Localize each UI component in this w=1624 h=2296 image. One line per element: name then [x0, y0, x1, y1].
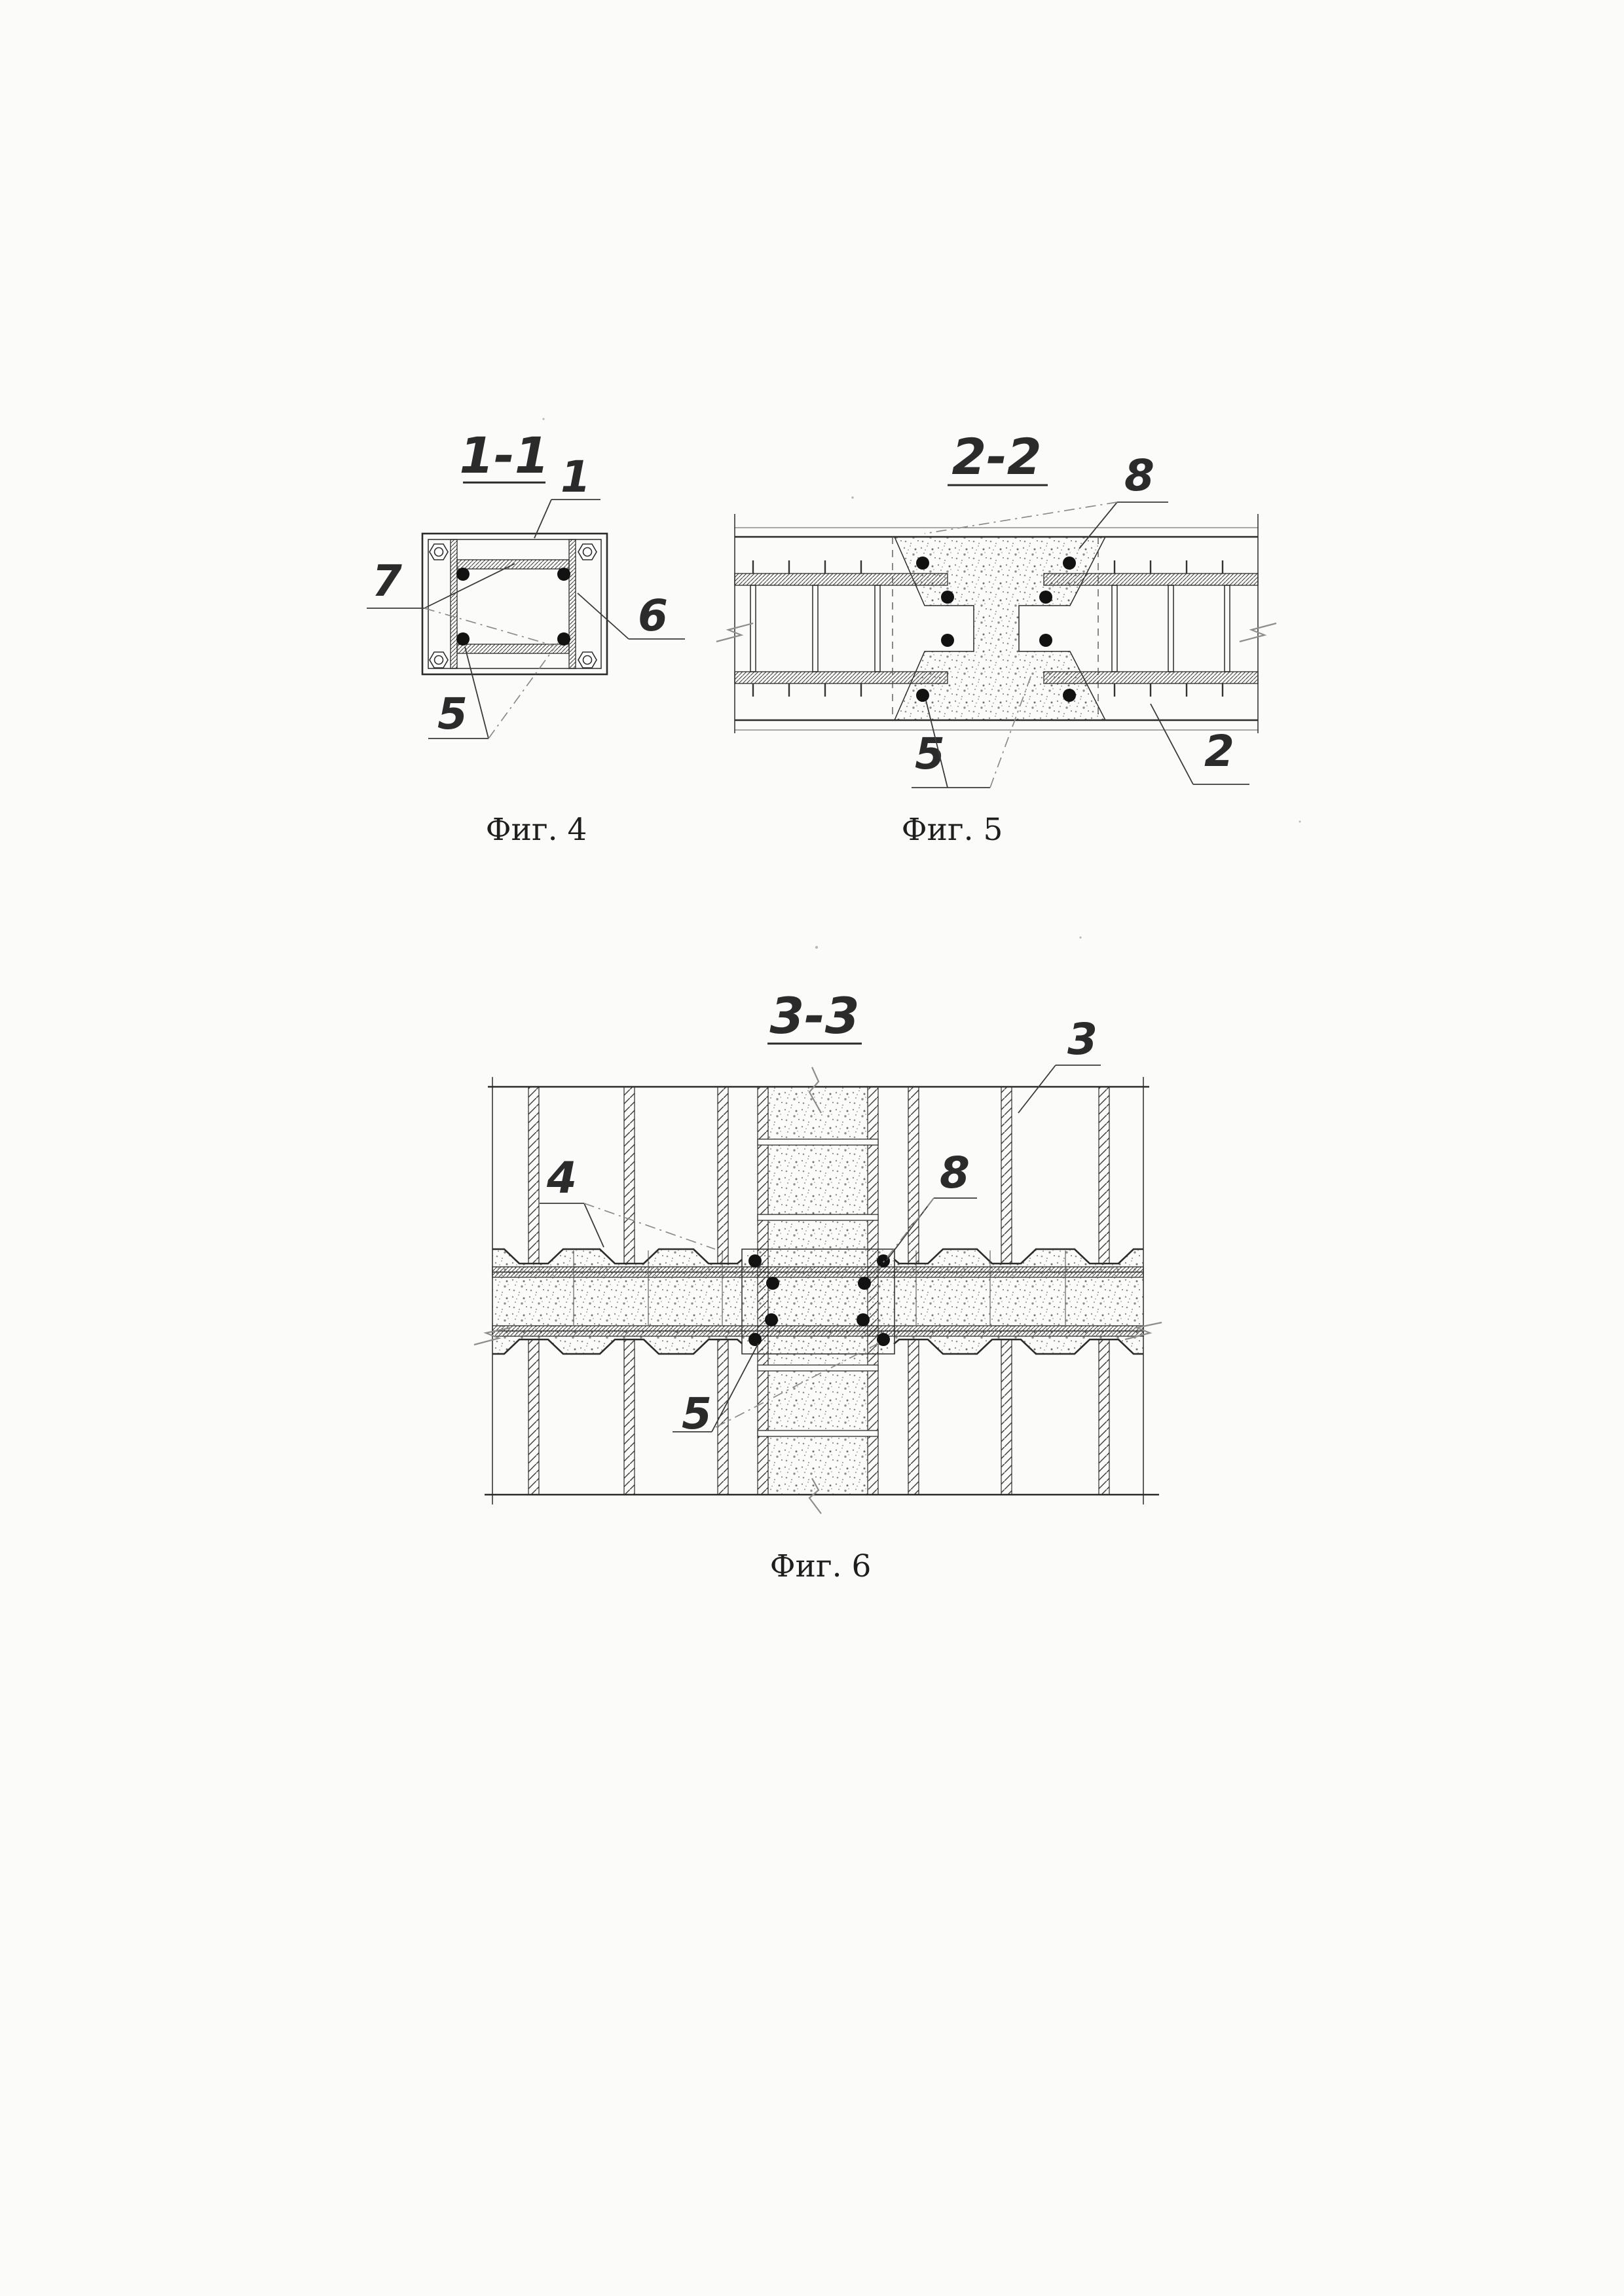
rib — [750, 585, 756, 672]
leader-line-dashdot — [584, 1203, 715, 1249]
sheathing-strip — [735, 574, 948, 585]
ref-text: 2 — [1204, 726, 1234, 776]
ref-text: 8 — [940, 1148, 970, 1198]
bolt-circle — [583, 656, 592, 665]
ref-label-3 — [1018, 1014, 1101, 1113]
wall-joint-horizontal-section-drawing — [716, 514, 1276, 733]
mesh-strip — [492, 1326, 1143, 1331]
leader-line — [1151, 704, 1193, 784]
rib — [1112, 585, 1117, 672]
rebar-dot — [456, 568, 470, 581]
ref-text: 3 — [1067, 1014, 1098, 1065]
figure-4-section-1-1 — [367, 426, 685, 848]
ref-text: 5 — [437, 689, 468, 739]
column-batten — [758, 1214, 878, 1220]
leader-line — [584, 1203, 604, 1247]
figure-5-section-2-2 — [716, 428, 1276, 848]
mesh-strip — [492, 1272, 1143, 1277]
bolt-circle — [435, 548, 443, 556]
column-batten — [758, 1365, 878, 1371]
ref-text: 4 — [547, 1153, 577, 1203]
leader-line-dashdot — [424, 608, 553, 646]
leader-line — [424, 564, 515, 608]
rebar-dot — [557, 632, 570, 646]
rib — [1225, 585, 1230, 672]
ref-text: 5 — [682, 1389, 712, 1439]
ref-text: 5 — [915, 729, 945, 779]
rib — [1168, 585, 1173, 672]
ref-text: 7 — [372, 556, 402, 606]
leader-line — [578, 593, 629, 639]
sheathing-strip — [1044, 574, 1258, 585]
ref-text: 1 — [561, 452, 591, 502]
sheathing-strip — [1044, 672, 1258, 683]
column-batten — [758, 1139, 878, 1145]
leader-line-dashdot — [925, 502, 1117, 534]
section-title-3-3: 3-3 — [769, 987, 860, 1045]
left-plate-hatched — [451, 539, 457, 668]
ref-label-2 — [1151, 704, 1249, 784]
ref-label-5 — [428, 643, 558, 739]
ref-label-6 — [578, 591, 685, 641]
column-batten — [758, 1430, 878, 1436]
figure-caption: Фиг. 4 — [485, 812, 587, 848]
ref-text: 8 — [1124, 450, 1154, 501]
leader-line — [465, 647, 489, 738]
section-title-1-1: 1-1 — [459, 426, 549, 484]
figure-6-section-3-3 — [474, 987, 1162, 1584]
bolt-circle — [435, 656, 443, 665]
leader-line — [534, 500, 551, 538]
mesh-strip — [492, 1331, 1143, 1336]
rebar-dot — [557, 568, 570, 581]
ref-text: 6 — [638, 591, 668, 641]
rebar-dot — [456, 632, 470, 646]
mesh-strip — [492, 1267, 1143, 1272]
column-cross-section-drawing — [422, 534, 607, 674]
figure-caption: Фиг. 5 — [901, 812, 1003, 848]
rib — [875, 585, 880, 672]
sheathing-strip — [735, 672, 948, 683]
bolt-circle — [583, 548, 592, 556]
section-title-2-2: 2-2 — [951, 428, 1042, 486]
leader-line-dashdot — [489, 643, 558, 738]
rib — [813, 585, 818, 672]
wall-cross-joint-plan-drawing — [474, 1067, 1162, 1514]
right-plate-hatched — [569, 539, 576, 668]
leader-line — [1018, 1065, 1056, 1113]
figure-caption: Фиг. 6 — [769, 1548, 872, 1584]
